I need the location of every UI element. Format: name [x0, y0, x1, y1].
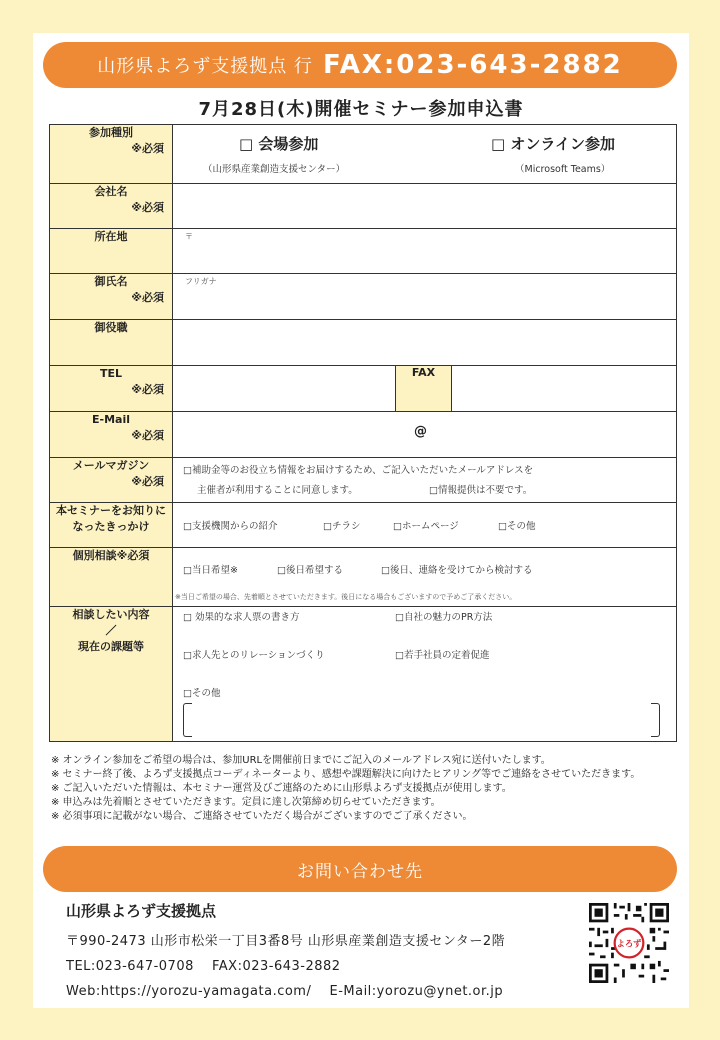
topic-option[interactable]: □求人先とのリレーションづくり [183, 650, 325, 661]
row-topics [50, 607, 677, 742]
row-position [50, 320, 677, 366]
furigana-label: フリガナ [185, 277, 217, 286]
online-sub: （Microsoft Teams） [515, 164, 611, 175]
mail-magazine-options [173, 458, 677, 503]
bracket-left [183, 703, 192, 737]
note-item: ※ 申込みは先着順とさせていただきます。定員に達し次第締め切らせていただきます。 [51, 797, 441, 808]
row-address [50, 229, 677, 274]
label-text: 本セミナーをお知りに [56, 504, 166, 517]
application-form [49, 124, 677, 742]
label-participation [50, 125, 173, 184]
mail-magazine-decline-checkbox[interactable]: □情報提供は不要です。 [429, 485, 533, 496]
label-text: 参加種別 [89, 126, 133, 139]
label-name [50, 274, 173, 320]
label-tel [50, 366, 173, 412]
note-item: ※ 必須事項に記載がない場合、ご連絡させていただく場合がございますのでご了承ください。 [51, 811, 473, 822]
label-mail-magazine [50, 458, 173, 503]
row-mail-magazine [50, 458, 677, 503]
label-text: 相談したい内容 [72, 608, 150, 621]
required-mark: ※必須 [131, 141, 164, 155]
label-trigger [50, 503, 173, 548]
consult-option[interactable]: □当日希望※ [183, 565, 238, 576]
required-mark: ※必須 [131, 474, 164, 488]
contact-org: 山形県よろず支援拠点 [66, 902, 217, 920]
label-text: E-Mail [92, 413, 130, 426]
label-topics [50, 607, 173, 742]
tel-field[interactable] [173, 366, 396, 412]
label-address [50, 229, 173, 274]
row-consult [50, 548, 677, 607]
topic-option[interactable]: □自社の魅力のPR方法 [395, 612, 493, 623]
venue-sub: （山形県産業創造支援センター） [203, 164, 346, 175]
participation-options [173, 125, 677, 184]
address-field[interactable] [173, 229, 677, 274]
row-name [50, 274, 677, 320]
company-field[interactable] [173, 184, 677, 229]
label-text: 現在の課題等 [78, 639, 144, 653]
label-text: 個別相談※必須 [72, 549, 150, 562]
bracket-right [651, 703, 660, 737]
required-mark: ※必須 [131, 200, 164, 214]
name-field[interactable] [173, 274, 677, 320]
row-trigger [50, 503, 677, 548]
note-item: ※ ご記入いただいた情報は、本セミナー運営及びご連絡のために山形県よろず支援拠点が使用します。 [51, 783, 512, 794]
label-position [50, 320, 173, 366]
consult-options [173, 548, 677, 607]
venue-checkbox[interactable]: □ 会場参加 [239, 135, 319, 153]
qr-code-icon[interactable] [589, 903, 669, 983]
required-mark: ※必須 [131, 428, 164, 442]
online-checkbox[interactable]: □ オンライン参加 [491, 135, 615, 153]
fax-field[interactable] [452, 366, 677, 412]
mail-magazine-consent-checkbox[interactable]: □補助金等のお役立ち情報をお届けするため、ご記入いただいたメールアドレスを [183, 465, 534, 476]
row-tel [50, 366, 677, 412]
contact-address: 〒990-2473 山形市松栄一丁目3番8号 山形県産業創造支援センター2階 [66, 934, 506, 949]
recipient-label: 山形県よろず支援拠点 行 [97, 56, 313, 77]
trigger-option[interactable]: □ホームページ [393, 521, 459, 532]
contact-web-email: Web:https://yorozu-yamagata.com/ E-Mail:yorozu@ynet.or.jp [66, 984, 504, 999]
topic-option[interactable]: □その他 [183, 688, 221, 699]
label-email [50, 412, 173, 458]
label-fax: FAX [396, 366, 452, 412]
form-title: 7月28日(木)開催セミナー参加申込書 [198, 99, 524, 120]
label-text: 所在地 [94, 230, 128, 243]
email-field[interactable] [173, 412, 677, 458]
postal-mark: 〒 [185, 232, 193, 241]
note-item: ※ セミナー終了後、よろず支援拠点コーディネーターより、感想や課題解決に向けたヒアリング等でご連絡をさせていただきます。 [51, 769, 641, 780]
trigger-option[interactable]: □その他 [498, 521, 536, 532]
row-participation [50, 125, 677, 184]
label-text: ／ [105, 623, 117, 637]
required-mark: ※必須 [131, 382, 164, 396]
topics-options [173, 607, 677, 742]
required-mark: ※必須 [131, 290, 164, 304]
contact-telfax: TEL:023-647-0708 FAX:023-643-2882 [66, 959, 341, 974]
label-text: 御役職 [94, 321, 128, 334]
notes [51, 754, 681, 824]
label-text: なったきっかけ [72, 519, 150, 533]
position-field[interactable] [173, 320, 677, 366]
row-email [50, 412, 677, 458]
trigger-option[interactable]: □チラシ [323, 521, 361, 532]
trigger-options [173, 503, 677, 548]
row-company [50, 184, 677, 229]
label-text: 御氏名 [94, 275, 128, 288]
contact-banner: お問い合わせ先 [43, 846, 677, 892]
consult-option[interactable]: □後日、連絡を受けてから検討する [381, 565, 533, 576]
application-sheet [33, 33, 689, 1008]
label-text: TEL [99, 367, 123, 380]
trigger-option[interactable]: □支援機関からの紹介 [183, 521, 278, 532]
other-topic-field[interactable] [193, 703, 650, 735]
topic-option[interactable]: □ 効果的な求人票の書き方 [183, 612, 300, 623]
consult-note: ※当日ご希望の場合、先着順とさせていただきます。後日になる場合もございますので予めご了承ください。 [175, 593, 517, 601]
label-consult [50, 548, 173, 607]
note-item: ※ オンライン参加をご希望の場合は、参加URLを開催前日までにご記入のメールアドレス宛に送付いたします。 [51, 755, 551, 766]
label-text: 会社名 [94, 185, 128, 198]
topic-option[interactable]: □若手社員の定着促進 [395, 650, 490, 661]
label-company [50, 184, 173, 229]
label-text: メールマガジン [72, 459, 150, 472]
fax-header-banner [43, 42, 677, 88]
mail-magazine-consent-cont: 主催者が利用することに同意します。 [197, 485, 358, 496]
at-sign: @ [414, 424, 427, 439]
qr-stamp-text: よろず [616, 938, 642, 949]
consult-option[interactable]: □後日希望する [277, 565, 343, 576]
fax-number: FAX:023-643-2882 [322, 50, 623, 80]
